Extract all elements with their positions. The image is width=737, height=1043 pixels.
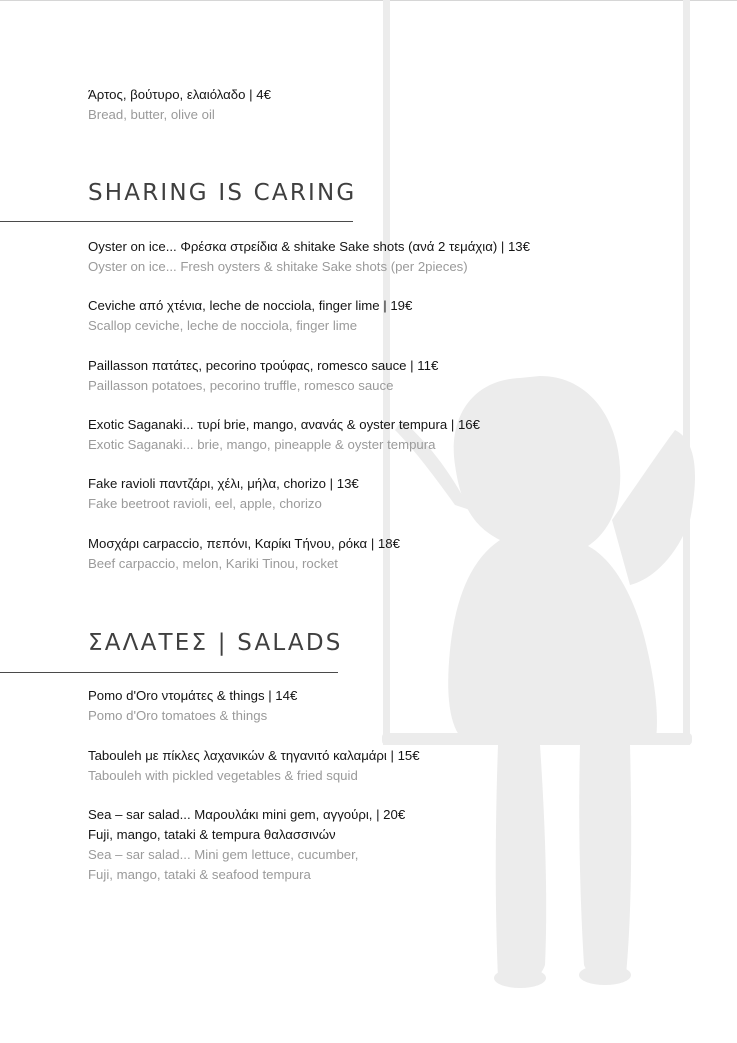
- item-name-greek: Sea – sar salad... Μαρουλάκι mini gem, αγγούρι, | 20€: [88, 807, 406, 822]
- item-name-english: Bread, butter, olive oil: [88, 107, 215, 122]
- section-title-sharing: SHARING IS CARING: [88, 180, 357, 206]
- item-name-greek-line2: Fuji, mango, tataki & tempura θαλασσινών: [88, 827, 336, 842]
- item-name-greek: Fake ravioli παντζάρι, χέλι, μήλα, chorizo | 13€: [88, 476, 359, 491]
- item-name-english-line2: Fuji, mango, tataki & seafood tempura: [88, 867, 311, 882]
- menu-item: [88, 534, 708, 574]
- item-name-english: Fake beetroot ravioli, eel, apple, chorizo: [88, 496, 322, 511]
- menu-item: [88, 296, 708, 336]
- section-divider: [0, 221, 353, 222]
- item-name-english: Exotic Saganaki... brie, mango, pineapple & oyster tempura: [88, 437, 436, 452]
- menu-item: [88, 746, 708, 786]
- section-divider: [0, 672, 338, 673]
- menu-item: [88, 474, 708, 514]
- item-name-english: Sea – sar salad... Mini gem lettuce, cucumber,: [88, 847, 359, 862]
- item-name-english: Scallop ceviche, leche de nocciola, finger lime: [88, 318, 358, 333]
- item-name-greek: Pomo d'Oro ντομάτες & things | 14€: [88, 688, 298, 703]
- section-title-salads: ΣΑΛΑΤΕΣ | SALADS: [88, 630, 343, 656]
- menu-item: [88, 237, 708, 277]
- menu-item-bread: [88, 85, 708, 125]
- menu-item: [88, 356, 708, 396]
- item-name-english: Paillasson potatoes, pecorino truffle, romesco sauce: [88, 378, 394, 393]
- item-name-greek: Ceviche από χτένια, leche de nocciola, finger lime | 19€: [88, 298, 413, 313]
- item-name-english: Oyster on ice... Fresh oysters & shitake Sake shots (per 2pieces): [88, 259, 468, 274]
- item-name-english: Tabouleh with pickled vegetables & fried squid: [88, 768, 358, 783]
- menu-item: [88, 415, 708, 455]
- item-name-greek: Μοσχάρι carpaccio, πεπόνι, Καρίκι Τήνου, ρόκα | 18€: [88, 536, 400, 551]
- item-name-english: Beef carpaccio, melon, Kariki Tinou, rocket: [88, 556, 338, 571]
- item-name-greek: Tabouleh με πίκλες λαχανικών & τηγανιτό καλαμάρι | 15€: [88, 748, 420, 763]
- item-name-greek: Άρτος, βούτυρο, ελαιόλαδο | 4€: [88, 87, 271, 102]
- item-name-english: Pomo d'Oro tomatoes & things: [88, 708, 268, 723]
- menu-item: [88, 686, 708, 726]
- item-name-greek: Oyster on ice... Φρέσκα στρείδια & shitake Sake shots (ανά 2 τεμάχια) | 13€: [88, 239, 530, 254]
- item-name-greek: Exotic Saganaki... τυρί brie, mango, ανανάς & oyster tempura | 16€: [88, 417, 480, 432]
- item-name-greek: Paillasson πατάτες, pecorino τρούφας, romesco sauce | 11€: [88, 358, 439, 373]
- menu-item: [88, 805, 708, 885]
